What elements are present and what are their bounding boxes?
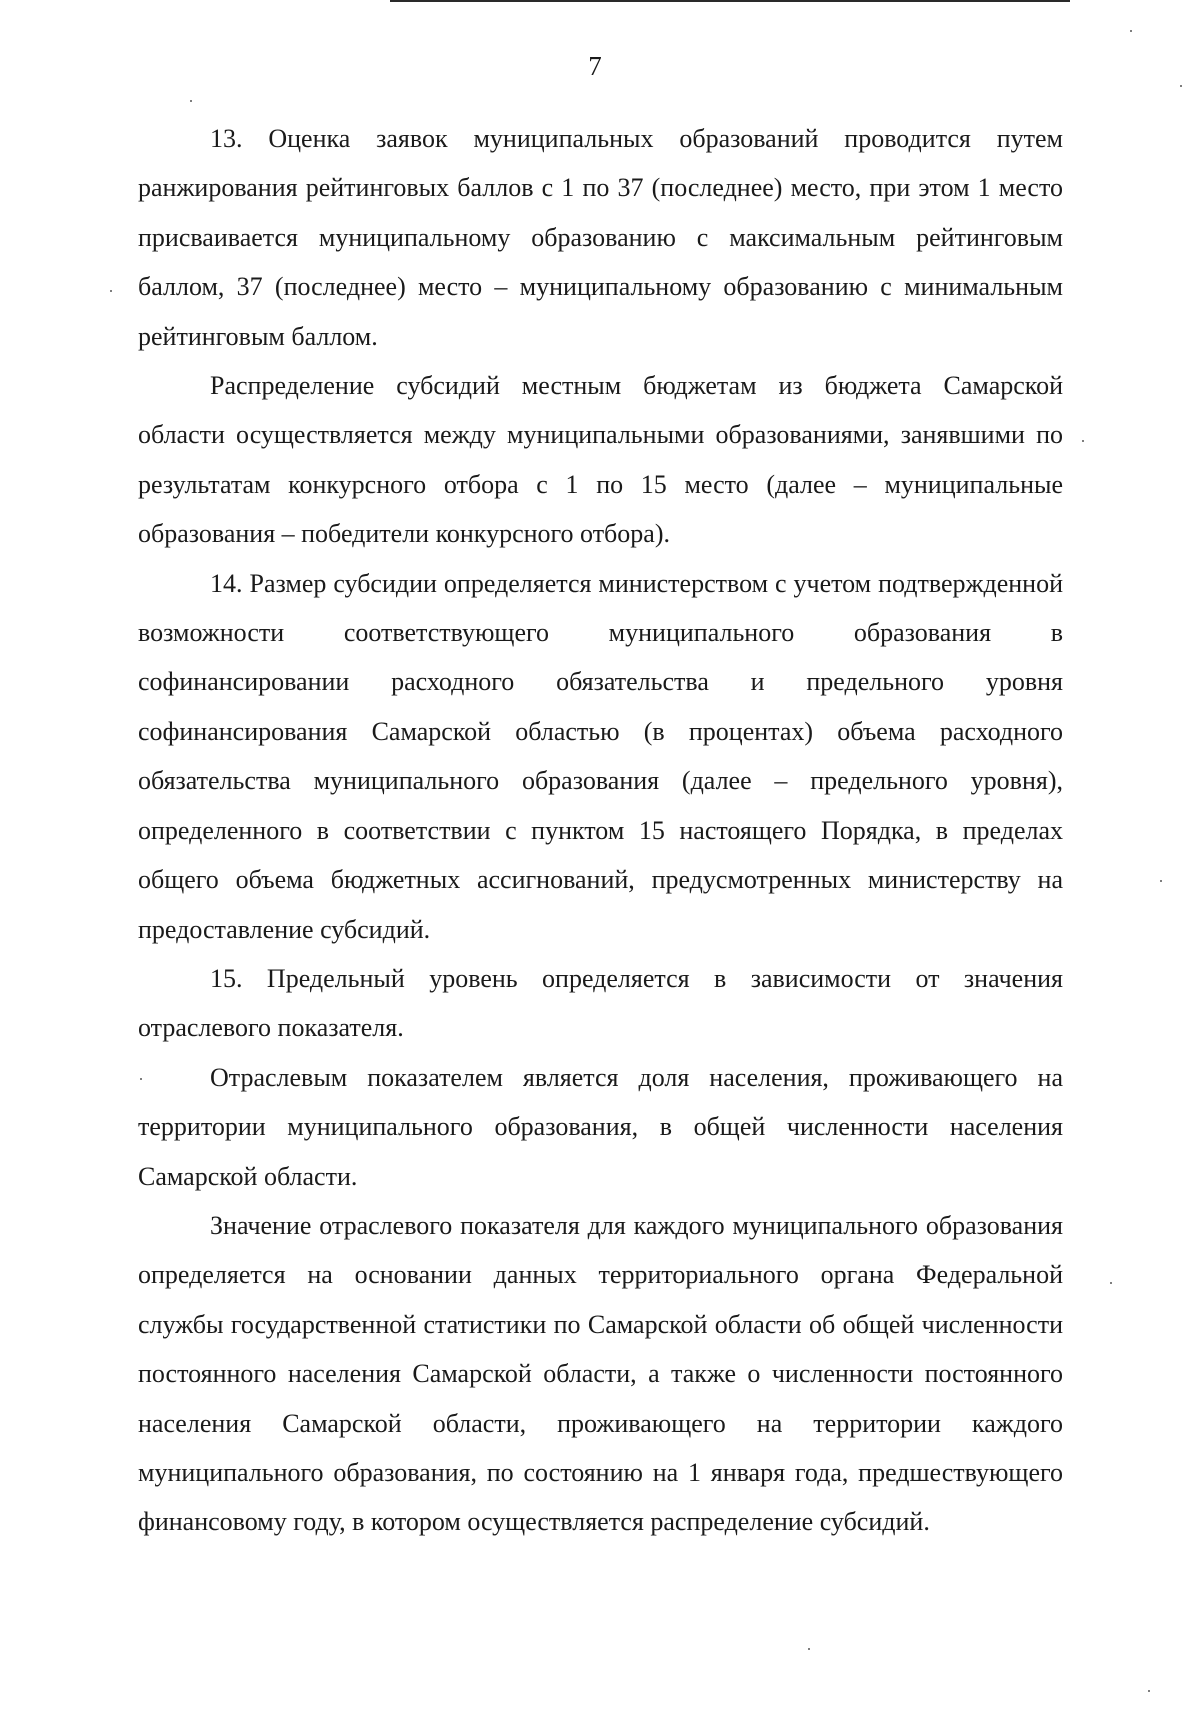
scan-speck (1130, 30, 1132, 32)
scan-speck (808, 1648, 810, 1650)
scan-speck (1160, 880, 1162, 882)
paragraph-15-limit-level: 15. Предельный уровень определяется в зависимости от значения отраслевого показателя. (138, 963, 1063, 1043)
scan-speck (1082, 440, 1084, 442)
scan-top-edge-line (390, 0, 1070, 2)
paragraph-14-subsidy-size: 14. Размер субсидии определяется министерством с учетом подтвержденной возможности соответствующего муниципального образования в софинансировании расходного обязательства и предельного уровня софинансирования Самарской областью (в процентах) объема расходного обязательства муниципального образования (далее – предельного уровня), определенного в соответствии с пунктом 15 настоящего Порядка, в пределах общего объема бюджетных ассигнований, предусмотренных министерству на предоставление субсидий. (138, 568, 1063, 944)
paragraph-13-ranking: 13. Оценка заявок муниципальных образований проводится путем ранжирования рейтинговых баллов с 1 по 37 (последнее) место, при этом 1 место присваивается муниципальному образованию с максимальным рейтинговым баллом, 37 (последнее) место – муниципальному образованию с минимальным рейтинговым баллом. (138, 124, 1063, 351)
paragraph-indicator-value: Значение отраслевого показателя для каждого муниципального образования определяется на основании данных территориального органа Федеральной службы государственной статистики по Самарской области об общей численности постоянного населения Самарской области, а также о численности постоянного населения Самарской области, проживающего на территории каждого муниципального образования, по состоянию на 1 января года, предшествующего финансовому году, в котором осуществляется распределение субсидий. (138, 1210, 1063, 1537)
scan-speck (140, 1078, 142, 1080)
scan-speck (1180, 85, 1182, 87)
paragraph-subsidy-distribution: Распределение субсидий местным бюджетам из бюджета Самарской области осуществляется между муниципальными образованиями, занявшими по результатам конкурсного отбора с 1 по 15 место (далее – муниципальные образования – победители конкурсного отбора). (138, 371, 1063, 549)
scan-speck (1148, 1690, 1150, 1692)
scan-speck (190, 100, 192, 102)
document-body (138, 114, 1063, 1547)
scan-speck (1110, 1282, 1112, 1284)
page-number: 7 (588, 51, 602, 81)
scan-speck (110, 290, 112, 292)
paragraph-sector-indicator: Отраслевым показателем является доля населения, проживающего на территории муниципального образования, в общей численности населения Самарской области. (138, 1062, 1063, 1191)
